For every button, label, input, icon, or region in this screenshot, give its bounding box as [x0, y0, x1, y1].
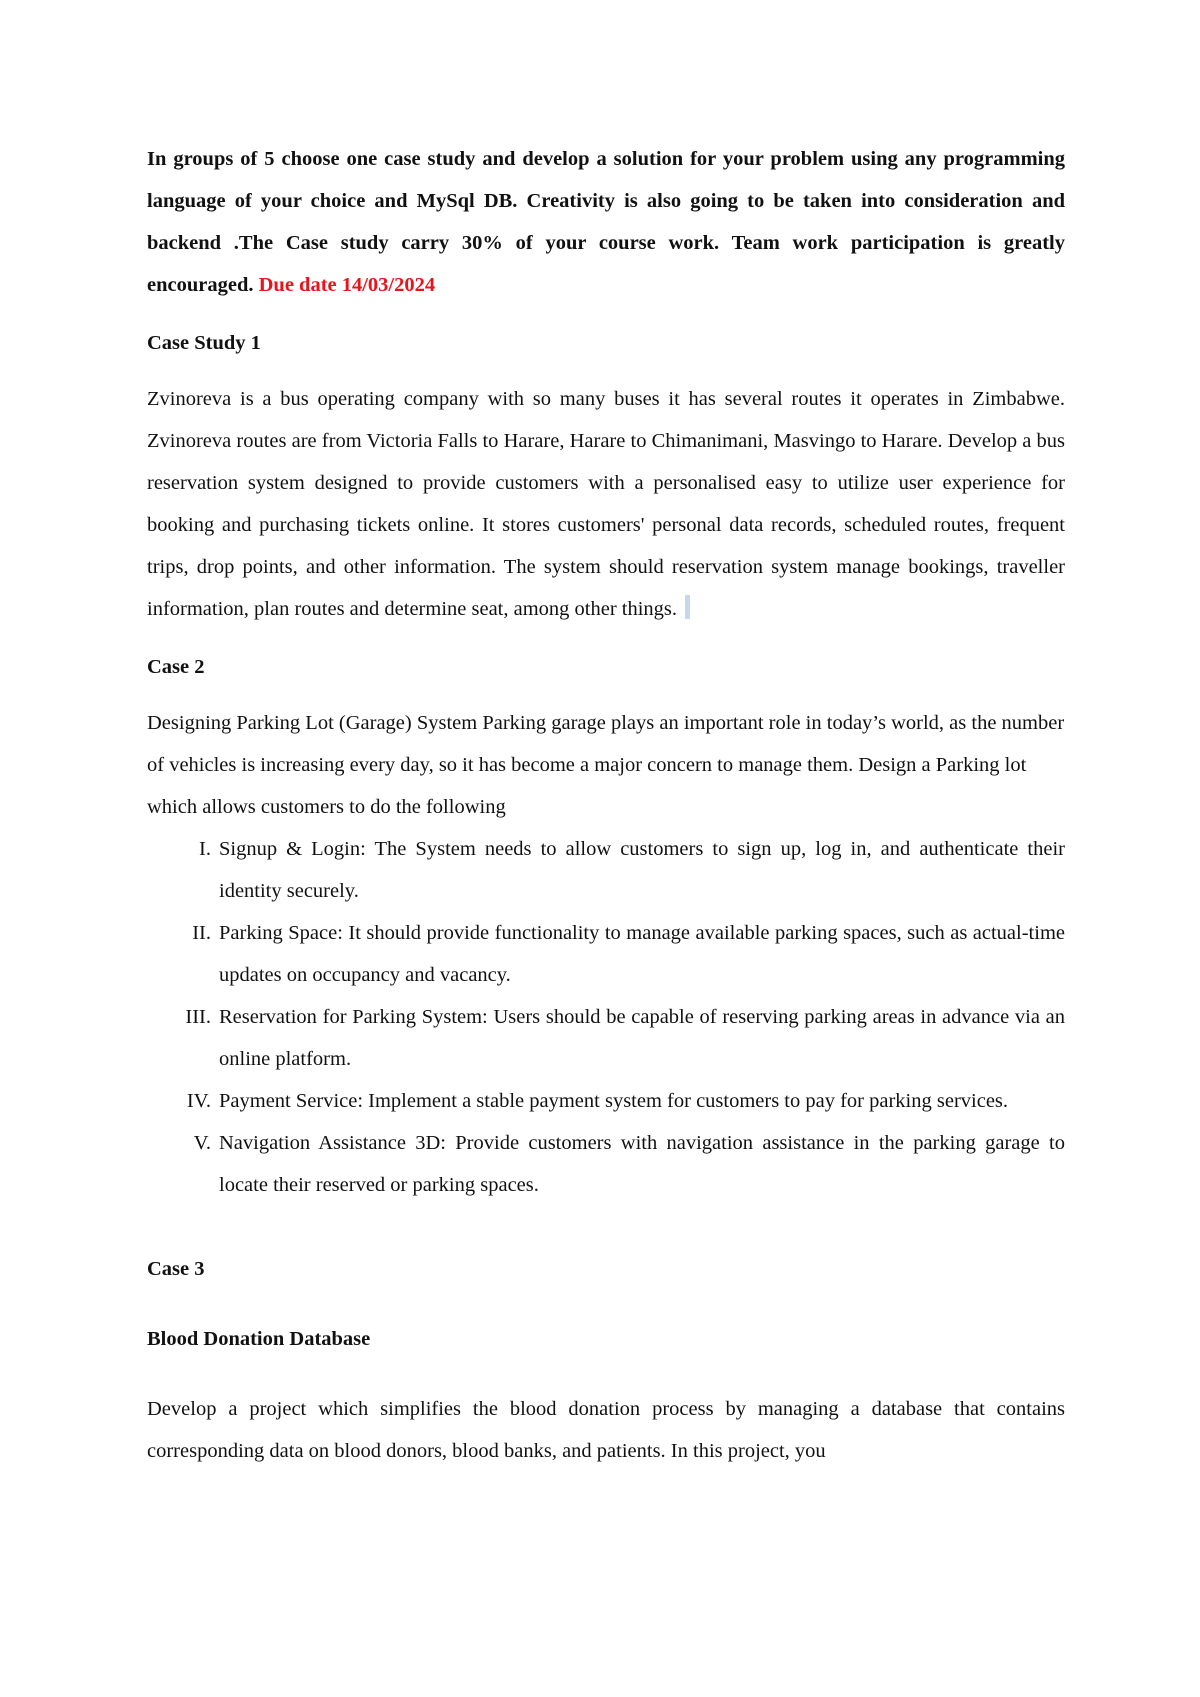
list-item-number: I.: [199, 838, 211, 860]
case-study-1-text: Zvinoreva is a bus operating company with so many buses it has several routes it operates in Zimbabwe. Zvinoreva routes are from Victoria Falls to Harare, Harare to Chimanimani, Masvingo to Harare. Develop a bus reservation system designed to provide customers with a personalised easy to utilize user experience for booking and purchasing tickets online. It stores customers' personal data records, scheduled routes, frequent trips, drop points, and other information. The system should reservation system manage bookings, traveller information, plan routes and determine seat, among other things.: [147, 388, 1065, 620]
text-cursor: [685, 595, 690, 619]
case-study-1-body: [147, 378, 1065, 630]
instructions-text: In groups of 5 choose one case study and develop a solution for your problem using any programming language of your choice and MySql DB. Creativity is also going to be taken into consideration and backend .The Case study carry 30% of your course work. Team work participation is greatly encouraged.: [147, 148, 1065, 296]
list-item-text: Reservation for Parking System: Users should be capable of reserving parking areas in advance via an online platform.: [219, 1006, 1065, 1070]
list-item: [147, 996, 1065, 1080]
case-3-subheading: Blood Donation Database: [147, 1328, 371, 1350]
case-3-body: Develop a project which simplifies the blood donation process by managing a database that contains corresponding data on blood donors, blood banks, and patients. In this project, you: [147, 1398, 1065, 1462]
list-item-number: IV.: [186, 1090, 211, 1112]
case-2-body: Designing Parking Lot (Garage) System Parking garage plays an important role in today’s world, as the number of vehicles is increasing every day, so it has become a major concern to manage them. Design a Parking lot which allows customers to do the following: [147, 712, 1065, 818]
list-item-number: V.: [193, 1132, 211, 1154]
due-date: Due date 14/03/2024: [258, 274, 436, 296]
document-page: [147, 138, 1065, 1472]
case-2-requirements-list: [147, 828, 1065, 1206]
list-item-number: III.: [185, 1006, 211, 1028]
list-item-text: Payment Service: Implement a stable payment system for customers to pay for parking services.: [219, 1090, 1009, 1112]
list-item-number: II.: [192, 922, 211, 944]
assignment-instructions: [147, 138, 1065, 306]
list-item-text: Signup & Login: The System needs to allow customers to sign up, log in, and authenticate their identity securely.: [219, 838, 1065, 902]
case-3-heading: Case 3: [147, 1258, 205, 1280]
list-item: [147, 1122, 1065, 1206]
case-study-1-heading: Case Study 1: [147, 332, 261, 354]
case-2-heading: Case 2: [147, 656, 205, 678]
list-item-text: Parking Space: It should provide functionality to manage available parking spaces, such as actual-time updates on occupancy and vacancy.: [219, 922, 1065, 986]
list-item: [147, 828, 1065, 912]
list-item: [147, 912, 1065, 996]
list-item: [147, 1080, 1065, 1122]
list-item-text: Navigation Assistance 3D: Provide customers with navigation assistance in the parking garage to locate their reserved or parking spaces.: [219, 1132, 1065, 1196]
